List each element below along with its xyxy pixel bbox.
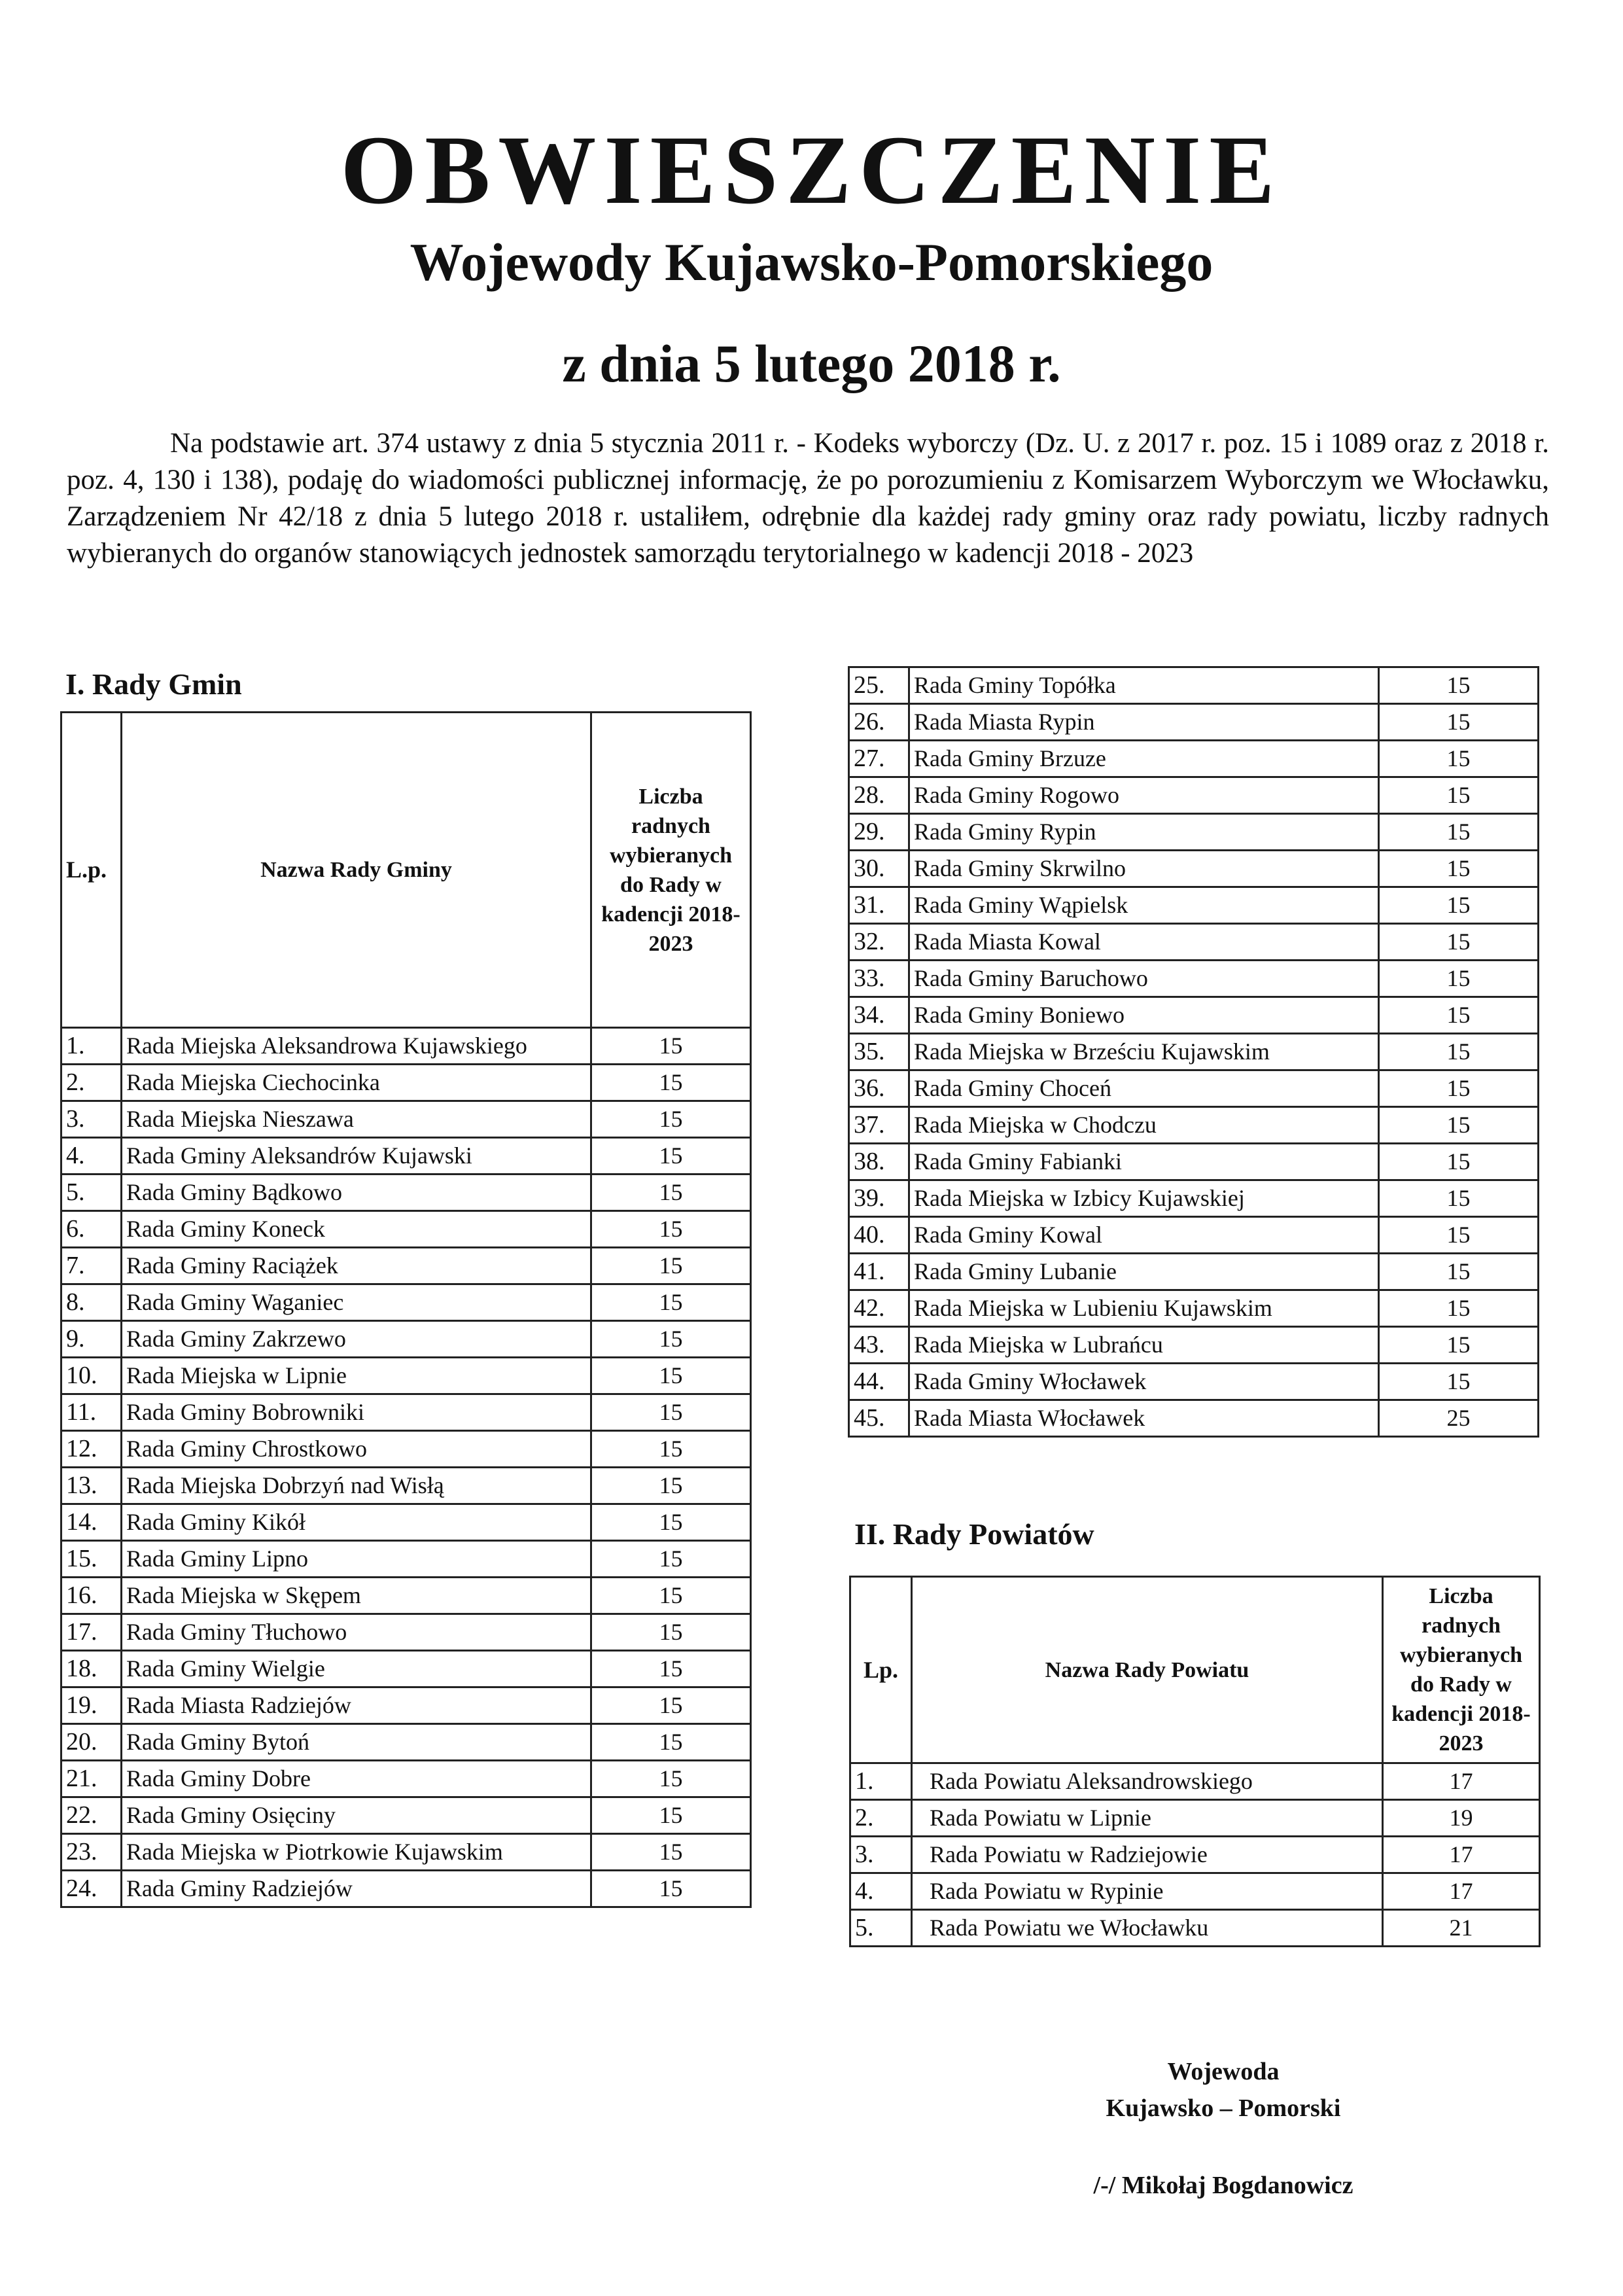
row-number: 5. <box>61 1174 122 1211</box>
council-name: Rada Gminy Fabianki <box>909 1144 1379 1180</box>
row-number: 11. <box>61 1394 122 1431</box>
councillor-count: 15 <box>1379 1180 1539 1217</box>
table-row <box>849 777 1539 814</box>
council-name: Rada Gminy Dobre <box>122 1761 591 1797</box>
document-date: z dnia 5 lutego 2018 r. <box>562 334 1061 393</box>
council-name: Rada Miejska Nieszawa <box>122 1101 591 1138</box>
row-number: 27. <box>849 741 909 777</box>
row-number: 44. <box>849 1364 909 1400</box>
row-number: 40. <box>849 1217 909 1254</box>
council-name: Rada Miasta Kowal <box>909 924 1379 961</box>
table-row <box>849 704 1539 741</box>
council-name: Rada Gminy Bądkowo <box>122 1174 591 1211</box>
council-name: Rada Gminy Brzuze <box>909 741 1379 777</box>
councillor-count: 15 <box>591 1468 751 1504</box>
row-number: 2. <box>850 1800 912 1837</box>
row-number: 28. <box>849 777 909 814</box>
council-name: Rada Miejska w Lipnie <box>122 1358 591 1394</box>
row-number: 14. <box>61 1504 122 1541</box>
table-row <box>850 1910 1540 1947</box>
table-row <box>61 1651 751 1687</box>
row-number: 1. <box>850 1763 912 1800</box>
table-row <box>849 667 1539 704</box>
table-row <box>61 1358 751 1394</box>
councillor-count: 15 <box>591 1358 751 1394</box>
table-row <box>61 1394 751 1431</box>
table-row <box>61 1797 751 1834</box>
councillor-count: 15 <box>1379 1217 1539 1254</box>
council-name: Rada Gminy Rypin <box>909 814 1379 851</box>
council-name: Rada Miejska Dobrzyń nad Wisłą <box>122 1468 591 1504</box>
row-number: 34. <box>849 997 909 1034</box>
column-header-lp: Lp. <box>850 1577 912 1763</box>
row-number: 21. <box>61 1761 122 1797</box>
row-number: 26. <box>849 704 909 741</box>
councillor-count: 15 <box>1379 1144 1539 1180</box>
councillor-count: 15 <box>591 1028 751 1065</box>
row-number: 6. <box>61 1211 122 1248</box>
councillor-count: 15 <box>1379 1327 1539 1364</box>
table-row <box>850 1800 1540 1837</box>
table-row <box>849 1290 1539 1327</box>
row-number: 30. <box>849 851 909 887</box>
council-name: Rada Gminy Kikół <box>122 1504 591 1541</box>
councillor-count: 15 <box>591 1284 751 1321</box>
row-number: 4. <box>61 1138 122 1174</box>
table-row <box>849 741 1539 777</box>
council-name: Rada Miasta Włocławek <box>909 1400 1379 1437</box>
table-row <box>849 851 1539 887</box>
councillor-count: 15 <box>1379 1107 1539 1144</box>
table-row <box>61 1211 751 1248</box>
column-header-name: Nazwa Rady Powiatu <box>912 1577 1383 1763</box>
council-name: Rada Miejska w Izbicy Kujawskiej <box>909 1180 1379 1217</box>
row-number: 42. <box>849 1290 909 1327</box>
table-row <box>61 1431 751 1468</box>
councillor-count: 15 <box>1379 961 1539 997</box>
table-row <box>849 1400 1539 1437</box>
councillor-count: 15 <box>591 1614 751 1651</box>
councillor-count: 15 <box>1379 741 1539 777</box>
table-row <box>61 1761 751 1797</box>
councillor-count: 15 <box>591 1101 751 1138</box>
row-number: 45. <box>849 1400 909 1437</box>
council-name: Rada Gminy Chrostkowo <box>122 1431 591 1468</box>
councillor-count: 15 <box>1379 997 1539 1034</box>
row-number: 9. <box>61 1321 122 1358</box>
table-row <box>61 1101 751 1138</box>
councillor-count: 17 <box>1383 1837 1540 1873</box>
document-subtitle: Wojewody Kujawsko-Pomorskiego <box>410 232 1213 292</box>
council-name: Rada Gminy Zakrzewo <box>122 1321 591 1358</box>
row-number: 32. <box>849 924 909 961</box>
council-name: Rada Gminy Skrwilno <box>909 851 1379 887</box>
row-number: 7. <box>61 1248 122 1284</box>
council-name: Rada Gminy Lipno <box>122 1541 591 1578</box>
council-name: Rada Miejska w Chodczu <box>909 1107 1379 1144</box>
council-name: Rada Powiatu w Rypinie <box>912 1873 1383 1910</box>
table-row <box>61 1248 751 1284</box>
councillor-count: 15 <box>591 1174 751 1211</box>
section-heading-gminy: I. Rady Gmin <box>65 667 242 701</box>
table-row <box>849 961 1539 997</box>
table-row <box>849 997 1539 1034</box>
table-row <box>850 1837 1540 1873</box>
councillor-count: 15 <box>591 1651 751 1687</box>
table-row <box>61 1138 751 1174</box>
council-name: Rada Gminy Bobrowniki <box>122 1394 591 1431</box>
row-number: 24. <box>61 1871 122 1907</box>
table-row <box>61 1541 751 1578</box>
row-number: 4. <box>850 1873 912 1910</box>
row-number: 19. <box>61 1687 122 1724</box>
council-name: Rada Gminy Choceń <box>909 1070 1379 1107</box>
table-row <box>849 1034 1539 1070</box>
row-number: 1. <box>61 1028 122 1065</box>
row-number: 16. <box>61 1578 122 1614</box>
council-name: Rada Gminy Osięciny <box>122 1797 591 1834</box>
council-name: Rada Gminy Baruchowo <box>909 961 1379 997</box>
section-heading-powiaty: II. Rady Powiatów <box>854 1517 1094 1551</box>
table-row <box>61 1578 751 1614</box>
councillor-count: 15 <box>1379 1254 1539 1290</box>
row-number: 23. <box>61 1834 122 1871</box>
councillor-count: 15 <box>591 1394 751 1431</box>
council-name: Rada Gminy Wąpielsk <box>909 887 1379 924</box>
councillor-count: 15 <box>591 1431 751 1468</box>
table-row <box>61 1174 751 1211</box>
councillor-count: 17 <box>1383 1763 1540 1800</box>
councillor-count: 15 <box>1379 667 1539 704</box>
councillor-count: 21 <box>1383 1910 1540 1947</box>
powiaty-table <box>849 1576 1541 1947</box>
councillor-count: 15 <box>1379 1364 1539 1400</box>
councillor-count: 19 <box>1383 1800 1540 1837</box>
table-row <box>850 1763 1540 1800</box>
council-name: Rada Gminy Raciążek <box>122 1248 591 1284</box>
table-row <box>61 1504 751 1541</box>
row-number: 2. <box>61 1065 122 1101</box>
councillor-count: 15 <box>1379 1290 1539 1327</box>
council-name: Rada Miejska Aleksandrowa Kujawskiego <box>122 1028 591 1065</box>
row-number: 15. <box>61 1541 122 1578</box>
row-number: 10. <box>61 1358 122 1394</box>
council-name: Rada Gminy Topółka <box>909 667 1379 704</box>
row-number: 3. <box>61 1101 122 1138</box>
row-number: 18. <box>61 1651 122 1687</box>
row-number: 20. <box>61 1724 122 1761</box>
column-header-count: Liczba radnych wybieranych do Rady w kadencji 2018-2023 <box>591 713 751 1028</box>
table-row <box>849 924 1539 961</box>
table-row <box>849 1217 1539 1254</box>
document-title: OBWIESZCZENIE <box>340 116 1283 224</box>
council-name: Rada Powiatu w Radziejowie <box>912 1837 1383 1873</box>
table-row <box>61 1871 751 1907</box>
councillor-count: 15 <box>1379 814 1539 851</box>
table-row <box>849 1254 1539 1290</box>
table-row <box>849 887 1539 924</box>
table-row <box>61 1687 751 1724</box>
council-name: Rada Gminy Boniewo <box>909 997 1379 1034</box>
councillor-count: 15 <box>591 1065 751 1101</box>
table-row <box>61 1284 751 1321</box>
council-name: Rada Miejska w Piotrkowie Kujawskim <box>122 1834 591 1871</box>
council-name: Rada Gminy Waganiec <box>122 1284 591 1321</box>
council-name: Rada Gminy Kowal <box>909 1217 1379 1254</box>
row-number: 41. <box>849 1254 909 1290</box>
row-number: 31. <box>849 887 909 924</box>
councillor-count: 15 <box>1379 851 1539 887</box>
table-row <box>61 1834 751 1871</box>
table-row <box>849 1144 1539 1180</box>
signature-role-line2: Kujawsko – Pomorski <box>1106 2094 1341 2122</box>
table-row <box>61 1614 751 1651</box>
councillor-count: 17 <box>1383 1873 1540 1910</box>
row-number: 43. <box>849 1327 909 1364</box>
councillor-count: 25 <box>1379 1400 1539 1437</box>
row-number: 12. <box>61 1431 122 1468</box>
councillor-count: 15 <box>591 1541 751 1578</box>
column-header-count: Liczba radnych wybieranych do Rady w kadencji 2018-2023 <box>1383 1577 1540 1763</box>
councillor-count: 15 <box>1379 1034 1539 1070</box>
gminy-table <box>60 711 752 1908</box>
councillor-count: 15 <box>591 1211 751 1248</box>
table-row <box>61 1321 751 1358</box>
councillor-count: 15 <box>591 1871 751 1907</box>
councillor-count: 15 <box>591 1724 751 1761</box>
council-name: Rada Miejska w Lubieniu Kujawskim <box>909 1290 1379 1327</box>
council-name: Rada Gminy Bytoń <box>122 1724 591 1761</box>
council-name: Rada Gminy Lubanie <box>909 1254 1379 1290</box>
councillor-count: 15 <box>1379 704 1539 741</box>
council-name: Rada Powiatu Aleksandrowskiego <box>912 1763 1383 1800</box>
council-name: Rada Miejska w Skępem <box>122 1578 591 1614</box>
councillor-count: 15 <box>1379 924 1539 961</box>
councillor-count: 15 <box>591 1834 751 1871</box>
councillor-count: 15 <box>591 1797 751 1834</box>
table-row <box>61 1065 751 1101</box>
councillor-count: 15 <box>591 1504 751 1541</box>
councillor-count: 15 <box>591 1761 751 1797</box>
councillor-count: 15 <box>1379 1070 1539 1107</box>
gminy-table-continued <box>848 666 1539 1438</box>
signature-block <box>1034 2053 1413 2127</box>
row-number: 33. <box>849 961 909 997</box>
row-number: 17. <box>61 1614 122 1651</box>
council-name: Rada Miasta Radziejów <box>122 1687 591 1724</box>
councillor-count: 15 <box>591 1138 751 1174</box>
council-name: Rada Gminy Koneck <box>122 1211 591 1248</box>
table-row <box>849 1107 1539 1144</box>
council-name: Rada Gminy Włocławek <box>909 1364 1379 1400</box>
column-header-lp: L.p. <box>61 713 122 1028</box>
council-name: Rada Gminy Aleksandrów Kujawski <box>122 1138 591 1174</box>
table-row <box>61 1028 751 1065</box>
councillor-count: 15 <box>1379 887 1539 924</box>
council-name: Rada Powiatu we Włocławku <box>912 1910 1383 1947</box>
council-name: Rada Miejska Ciechocinka <box>122 1065 591 1101</box>
councillor-count: 15 <box>591 1578 751 1614</box>
table-row <box>849 1070 1539 1107</box>
row-number: 13. <box>61 1468 122 1504</box>
row-number: 35. <box>849 1034 909 1070</box>
intro-paragraph: Na podstawie art. 374 ustawy z dnia 5 stycznia 2011 r. - Kodeks wyborczy (Dz. U. z 2017 r. poz. 15 i 1089 oraz z 2018 r. poz. 4, 130 i 138), podaję do wiadomości publicznej informację, że po porozumieniu z Komisarzem Wyborczym we Włocławku, Zarządzeniem Nr 42/18 z dnia 5 lutego 2018 r. ustaliłem, odrębnie dla każdej rady gminy oraz rady powiatu, liczby radnych wybieranych do organów stanowiących jednostek samorządu terytorialnego w kadencji 2018 - 2023 <box>67 428 1549 569</box>
table-row <box>850 1873 1540 1910</box>
table-row <box>61 1724 751 1761</box>
council-name: Rada Powiatu w Lipnie <box>912 1800 1383 1837</box>
signature-role-line1: Wojewoda <box>1167 2058 1280 2085</box>
table-row <box>849 1180 1539 1217</box>
row-number: 38. <box>849 1144 909 1180</box>
table-row <box>61 1468 751 1504</box>
table-row <box>849 1327 1539 1364</box>
councillor-count: 15 <box>591 1248 751 1284</box>
row-number: 22. <box>61 1797 122 1834</box>
row-number: 29. <box>849 814 909 851</box>
signer-name: /-/ Mikołaj Bogdanowicz <box>1093 2172 1353 2199</box>
row-number: 25. <box>849 667 909 704</box>
row-number: 37. <box>849 1107 909 1144</box>
councillor-count: 15 <box>591 1321 751 1358</box>
table-row <box>849 1364 1539 1400</box>
row-number: 39. <box>849 1180 909 1217</box>
council-name: Rada Gminy Tłuchowo <box>122 1614 591 1651</box>
council-name: Rada Gminy Wielgie <box>122 1651 591 1687</box>
column-header-name: Nazwa Rady Gminy <box>122 713 591 1028</box>
council-name: Rada Miasta Rypin <box>909 704 1379 741</box>
table-row <box>849 814 1539 851</box>
councillor-count: 15 <box>591 1687 751 1724</box>
row-number: 8. <box>61 1284 122 1321</box>
councillor-count: 15 <box>1379 777 1539 814</box>
council-name: Rada Miejska w Brześciu Kujawskim <box>909 1034 1379 1070</box>
council-name: Rada Gminy Rogowo <box>909 777 1379 814</box>
row-number: 36. <box>849 1070 909 1107</box>
council-name: Rada Gminy Radziejów <box>122 1871 591 1907</box>
row-number: 5. <box>850 1910 912 1947</box>
row-number: 3. <box>850 1837 912 1873</box>
council-name: Rada Miejska w Lubrańcu <box>909 1327 1379 1364</box>
